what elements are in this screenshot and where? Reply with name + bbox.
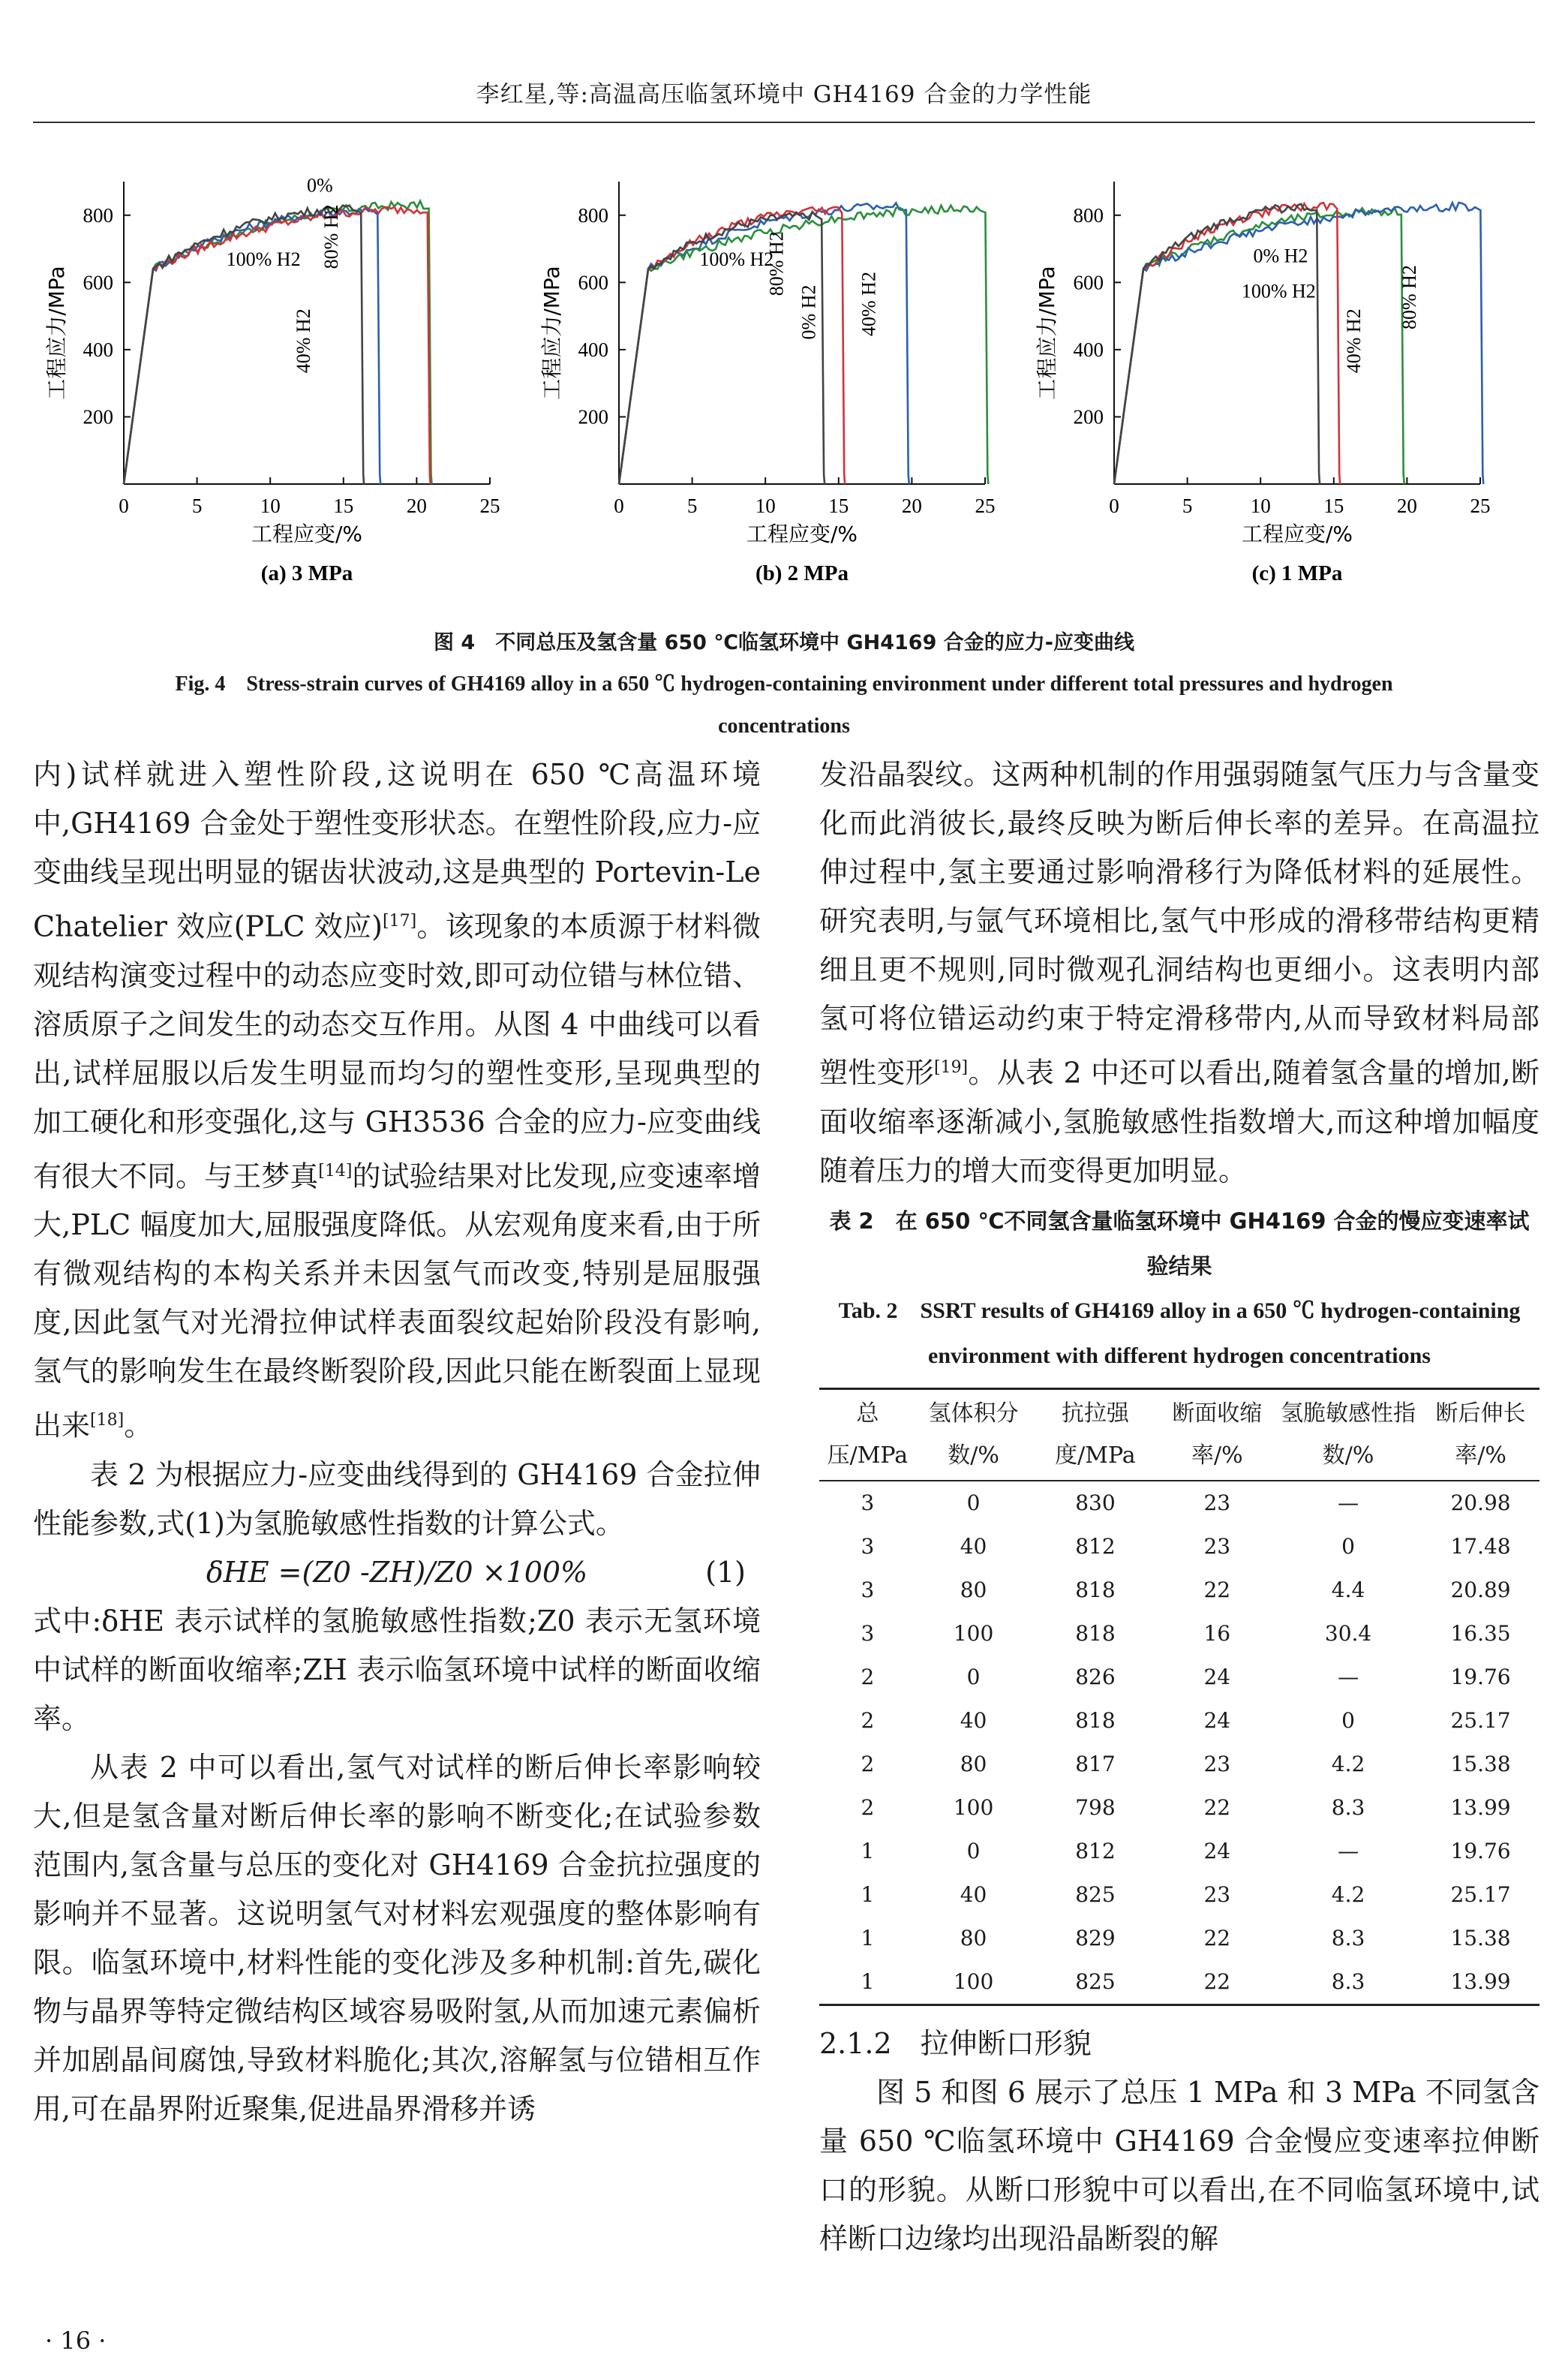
curve-label: 80% H2 — [320, 204, 342, 269]
table-cell: 100 — [953, 1794, 994, 1820]
y-tick-label: 800 — [83, 203, 113, 227]
x-tick-label: 25 — [1470, 495, 1491, 517]
x-axis-label: 工程应变/% — [251, 522, 363, 546]
table-cell: 826 — [1075, 1664, 1116, 1689]
table-cell: 8.3 — [1331, 1794, 1365, 1820]
y-tick-label: 800 — [578, 203, 608, 227]
text-span: 内)试样就进入塑性阶段,这说明在 650 ℃高温环境中,GH4169 合金处于塑性变形状态。在塑性阶段,应力-应变曲线呈现出明显的锯齿状波动,这是典型的 Portevin-Le Chatelier 效应(PLC 效应) — [33, 758, 761, 943]
table-cell: 1 — [861, 1925, 875, 1950]
curve-label: 100% H2 — [1241, 280, 1316, 302]
curve-label: 40% H2 — [292, 308, 314, 374]
table-cell: 0 — [1341, 1533, 1355, 1559]
table-cell: 8.3 — [1331, 1925, 1365, 1950]
formula-1 — [33, 1548, 761, 1597]
table-cell: 818 — [1075, 1707, 1116, 1733]
table-cell: 40 — [960, 1707, 987, 1733]
table-cell: 20.89 — [1450, 1577, 1511, 1602]
table-header-cell: 氢体积分数/% — [916, 1388, 1032, 1481]
table-cell: 4.2 — [1331, 1881, 1365, 1907]
x-axis-label: 工程应变/% — [1241, 522, 1353, 546]
table-cell: 1 — [861, 1968, 875, 1994]
text-span: 发沿晶裂纹。这两种机制的作用强弱随氢气压力与含量变化而此消彼长,最终反映为断后伸长率的差异。在高温拉伸过程中,氢主要通过影响滑移行为降低材料的延展性。研究表明,与氩气环境相比,氢气中形成的滑移带结构更精细且更不规则,同时微观孔洞结构也更细小。这表明内部氢可将位错运动约束于特定滑移带内,从而导致材料局部塑性变形 — [819, 758, 1539, 1090]
chart-a — [30, 158, 525, 608]
table-cell: 3 — [861, 1577, 875, 1602]
table-cell: 812 — [1075, 1838, 1116, 1863]
formula-text: δHE =(Z0 -ZH)/Z0 ×100% — [206, 1555, 588, 1589]
x-tick-label: 10 — [1250, 495, 1271, 517]
table-cell: 3 — [861, 1490, 875, 1515]
series-line-1 — [124, 201, 432, 484]
table-cell: 825 — [1075, 1881, 1116, 1907]
x-tick-label: 10 — [260, 495, 281, 517]
x-tick-label: 5 — [1182, 495, 1193, 517]
table-cell: 23 — [1203, 1490, 1231, 1515]
table-cell: 40 — [960, 1533, 987, 1559]
table-cell: 0 — [1341, 1707, 1355, 1733]
citation-18: [18] — [90, 1411, 125, 1430]
y-tick-label: 600 — [83, 271, 113, 294]
table-header-cell: 断后伸长率/% — [1422, 1388, 1539, 1481]
x-tick-label: 0 — [1109, 495, 1119, 517]
table-row — [819, 1525, 1539, 1568]
table-cell: 22 — [1203, 1577, 1231, 1602]
x-tick-label: 20 — [1396, 495, 1417, 517]
x-tick-label: 20 — [901, 495, 922, 517]
chart-b — [525, 158, 1020, 608]
x-tick-label: 25 — [975, 495, 996, 517]
table-cell: 0 — [966, 1838, 981, 1863]
table-caption-zh: 表 2 在 650 ℃不同氢含量临氢环境中 GH4169 合金的慢应变速率试验结果 — [829, 1208, 1530, 1279]
curve-label: 40% H2 — [1342, 308, 1365, 374]
table-cell: 22 — [1203, 1925, 1231, 1950]
table-row — [819, 1917, 1539, 1960]
x-tick-label: 0 — [614, 495, 624, 517]
page-number: · 16 · — [45, 2326, 107, 2355]
table-row — [819, 1699, 1539, 1743]
table-header-row — [819, 1388, 1539, 1481]
left-paragraph-4: 从表 2 中可以看出,氢气对试样的断后伸长率影响较大,但是氢含量对断后伸长率的影响不断变化;在试验参数范围内,氢含量与总压的变化对 GH4169 合金抗拉强度的影响并不显著。这说明氢气对材料宏观强度的整体影响有限。临氢环境中,材料性能的变化涉及多种机制:首先,碳化物与晶界等特定微结构区域容易吸附氢,从而加速元素偏析并加剧晶间腐蚀,导致材料脆化;其次,溶解氢与位错相互作用,可在晶界附近聚集,促进晶界滑移并诱 — [33, 1750, 761, 2125]
figure-caption-zh: 图 4 不同总压及氢含量 650 ℃临氢环境中 GH4169 合金的应力-应变曲线 — [434, 631, 1134, 654]
subplot-title: (b) 2 MPa — [755, 561, 849, 585]
table-cell: — — [1338, 1664, 1359, 1689]
table-cell: 100 — [953, 1620, 994, 1646]
table-cell: 80 — [960, 1577, 987, 1602]
y-axis-label: 工程应力/MPa — [44, 266, 69, 400]
table-cell: 825 — [1075, 1968, 1116, 1994]
citation-19: [19] — [933, 1058, 969, 1077]
table-row — [819, 1830, 1539, 1873]
figure-4 — [30, 158, 1538, 608]
table-cell: 23 — [1203, 1881, 1231, 1907]
table-cell: 818 — [1075, 1577, 1116, 1602]
table-cell: 22 — [1203, 1794, 1231, 1820]
table-cell: 829 — [1075, 1925, 1116, 1950]
curve-label: 80% H2 — [765, 231, 788, 296]
y-tick-label: 600 — [578, 271, 608, 294]
table-cell: 23 — [1203, 1751, 1231, 1776]
table-cell: 80 — [960, 1751, 987, 1776]
table-cell: 2 — [861, 1707, 875, 1733]
table-cell: 16.35 — [1450, 1620, 1511, 1646]
x-tick-label: 15 — [828, 495, 849, 517]
section-heading: 2.1.2 拉伸断口形貌 — [819, 2026, 1092, 2060]
running-head: 李红星,等:高温高压临氢环境中 GH4169 合金的力学性能 — [476, 81, 1092, 108]
table-cell: 30.4 — [1324, 1620, 1372, 1646]
table-cell: 4.4 — [1331, 1577, 1365, 1602]
table-cell: 817 — [1075, 1751, 1116, 1776]
table-cell: 4.2 — [1331, 1751, 1365, 1776]
table-cell: — — [1338, 1490, 1359, 1515]
x-tick-label: 15 — [1323, 495, 1344, 517]
left-paragraph-3: 式中:δHE 表示试样的氢脆敏感性指数;Z0 表示无氢环境中试样的断面收缩率;ZH 表示临氢环境中试样的断面收缩率。 — [33, 1604, 761, 1735]
x-tick-label: 0 — [119, 495, 129, 517]
table-row — [819, 1873, 1539, 1917]
table-cell: 40 — [960, 1881, 987, 1907]
table-cell: 812 — [1075, 1533, 1116, 1559]
table-row — [819, 1568, 1539, 1612]
header-rule — [33, 122, 1535, 123]
table-row — [819, 1786, 1539, 1830]
subplot-title: (a) 3 MPa — [260, 561, 353, 585]
y-tick-label: 400 — [1073, 338, 1104, 361]
curve-label: 0% — [307, 174, 333, 197]
text-span: 的试验结果对比发现,应变速率增大,PLC 幅度加大,屈服强度降低。从宏观角度来看,由于所有微观结构的本构关系并未因氢气而改变,特别是屈服强度,因此氢气对光滑拉伸试样表面裂纹起始阶段没有影响,氢气的影响发生在最终断裂阶段,因此只能在断裂面上显现出来 — [33, 1159, 761, 1442]
curve-label: 40% H2 — [858, 272, 880, 336]
table-cell: 20.98 — [1450, 1490, 1511, 1515]
table-cell: 0 — [966, 1664, 981, 1689]
curve-label: 0% H2 — [798, 284, 820, 340]
table-cell: 798 — [1075, 1794, 1116, 1820]
table-cell: 3 — [861, 1533, 875, 1559]
table-cell: 24 — [1203, 1838, 1231, 1863]
curve-label: 80% H2 — [1398, 265, 1421, 330]
table-cell: 0 — [966, 1490, 981, 1515]
y-axis-label: 工程应力/MPa — [539, 266, 564, 400]
table-cell: 13.99 — [1450, 1968, 1511, 1994]
table-cell: 24 — [1203, 1664, 1231, 1689]
table-cell: 2 — [861, 1751, 875, 1776]
table-cell: — — [1338, 1838, 1359, 1863]
y-tick-label: 200 — [578, 405, 608, 429]
table-cell: 8.3 — [1331, 1968, 1365, 1994]
table-cell: 80 — [960, 1925, 987, 1950]
figure-caption-en: Fig. 4 Stress-strain curves of GH4169 alloy in a 650 ℃ hydrogen-containing environment under different total pressures and hydrogen concentrations — [175, 672, 1393, 738]
text-span: 。 — [124, 1409, 153, 1442]
table-cell: 13.99 — [1450, 1794, 1511, 1820]
x-tick-label: 5 — [191, 495, 203, 517]
left-column — [33, 750, 761, 2134]
table-header-cell: 断面收缩率/% — [1160, 1388, 1275, 1481]
subplot-title: (c) 1 MPa — [1251, 561, 1343, 585]
y-tick-label: 200 — [1073, 405, 1104, 429]
table-cell: 15.38 — [1450, 1925, 1511, 1950]
table-row — [819, 1481, 1539, 1525]
x-tick-label: 5 — [686, 495, 698, 517]
table-cell: 1 — [861, 1838, 875, 1863]
table-cell: 19.76 — [1450, 1838, 1511, 1863]
x-axis-label: 工程应变/% — [746, 522, 858, 546]
table-row — [819, 1960, 1539, 2005]
curve-label: 0% H2 — [1253, 245, 1308, 267]
table-cell: 24 — [1203, 1707, 1231, 1733]
table-cell: 100 — [953, 1968, 994, 1994]
text-span: 。该现象的本质源于材料微观结构演变过程中的动态应变时效,即可动位错与林位错、溶质原子之间发生的动态交互作用。从图 4 中曲线可以看出,试样屈服以后发生明显而均匀的塑性变形,呈现典型的加工硬化和形变强化,这与 GH3536 合金的应力-应变曲线有很大不同。与王梦真 — [33, 910, 761, 1193]
table-header-cell: 总压/MPa — [819, 1388, 916, 1481]
y-tick-label: 400 — [578, 338, 608, 361]
table-cell: 25.17 — [1450, 1881, 1511, 1907]
ssrt-table — [819, 1388, 1539, 2006]
series-line-1 — [619, 203, 909, 485]
text-span: 。从表 2 中还可以看出,随着氢含量的增加,断面收缩率逐渐减小,氢脆敏感性指数增大,而这种增加幅度随着压力的增大而变得更加明显。 — [819, 1056, 1539, 1187]
table-cell: 3 — [861, 1620, 875, 1646]
table-cell: 818 — [1075, 1620, 1116, 1646]
right-paragraph-1 — [819, 750, 1539, 1196]
table-cell: 16 — [1203, 1620, 1231, 1646]
table-cell: 17.48 — [1450, 1533, 1511, 1559]
x-tick-label: 25 — [479, 495, 500, 517]
curve-label: 100% H2 — [226, 248, 301, 270]
table-cell: 830 — [1075, 1490, 1116, 1515]
table-row — [819, 1743, 1539, 1786]
table-header-cell: 氢脆敏感性指数/% — [1275, 1388, 1422, 1481]
citation-17: [17] — [383, 912, 417, 931]
chart-c — [1020, 158, 1530, 608]
left-paragraph-1 — [33, 750, 761, 1451]
y-tick-label: 400 — [83, 338, 113, 361]
table-cell: 1 — [861, 1881, 875, 1907]
table-cell: 25.17 — [1450, 1707, 1511, 1733]
table-cell: 2 — [861, 1664, 875, 1689]
y-tick-label: 800 — [1073, 203, 1104, 227]
table-row — [819, 1656, 1539, 1699]
table-cell: 19.76 — [1450, 1664, 1511, 1689]
right-column — [819, 750, 1539, 2263]
left-paragraph-2: 表 2 为根据应力-应变曲线得到的 GH4169 合金拉伸性能参数,式(1)为氢脆敏感性指数的计算公式。 — [33, 1457, 761, 1540]
y-tick-label: 600 — [1073, 271, 1104, 294]
x-tick-label: 10 — [755, 495, 776, 517]
x-tick-label: 20 — [406, 495, 427, 517]
table-header-cell: 抗拉强度/MPa — [1031, 1388, 1159, 1481]
table-cell: 2 — [861, 1794, 875, 1820]
citation-14: [14] — [318, 1161, 353, 1180]
table-cell: 22 — [1203, 1968, 1231, 1994]
table-cell: 15.38 — [1450, 1751, 1511, 1776]
x-tick-label: 15 — [333, 495, 354, 517]
right-paragraph-2: 图 5 和图 6 展示了总压 1 MPa 和 3 MPa 不同氢含量 650 ℃临氢环境中 GH4169 合金慢应变速率拉伸断口的形貌。从断口形貌中可以看出,在不同临氢环境中,试样断口边缘均出现沿晶断裂的解 — [819, 2075, 1539, 2255]
table-caption-en: Tab. 2 SSRT results of GH4169 alloy in a 650 ℃ hydrogen-containing environment with different hydrogen concentrations — [838, 1298, 1521, 1368]
table-cell: 23 — [1203, 1533, 1231, 1559]
series-line-2 — [619, 206, 988, 484]
y-axis-label: 工程应力/MPa — [1035, 266, 1059, 400]
curve-label: 100% H2 — [699, 248, 774, 270]
table-row — [819, 1612, 1539, 1656]
formula-number: (1) — [705, 1555, 746, 1589]
table-body — [819, 1481, 1539, 2005]
y-tick-label: 200 — [83, 405, 113, 429]
